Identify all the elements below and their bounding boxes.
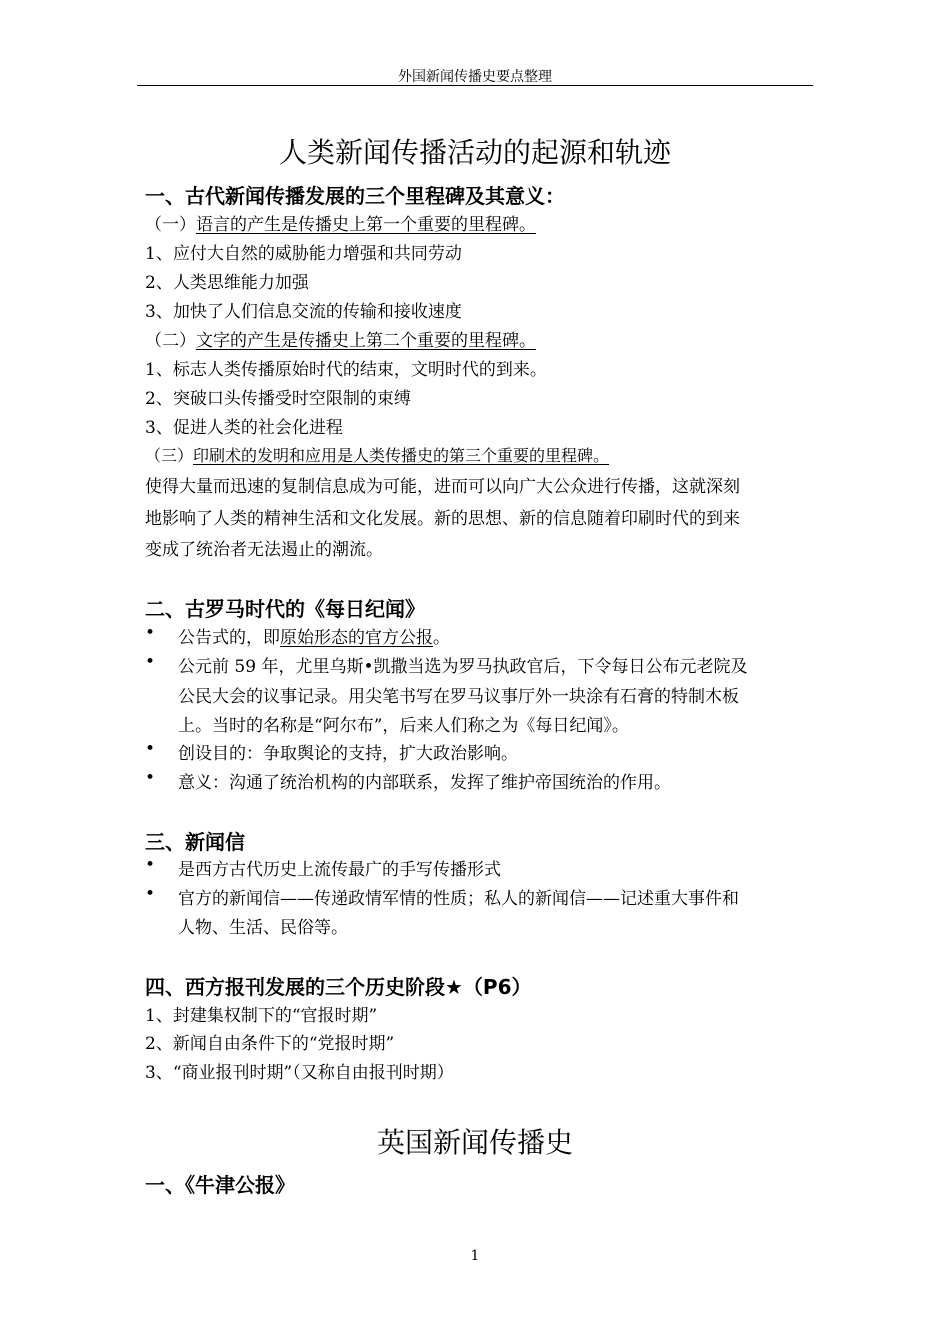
list-item: 3、加快了人们信息交流的传输和接收速度 [145,302,462,322]
bullet-icon: • [145,855,156,875]
list-item: 1、应付大自然的威胁能力增强和共同劳动 [145,244,462,264]
bullet-icon: • [145,884,156,904]
bullet-text: 是西方古代历史上流传最广的手写传播形式 [178,860,501,880]
page-header: 外国新闻传播史要点整理 [398,69,552,85]
paragraph-line: 使得大量而迅速的复制信息成为可能，进而可以向广大公众进行传播，这就深刻 [145,477,740,497]
section-heading: 四、西方报刊发展的三个历史阶段★（P6） [145,975,532,999]
bullet-icon: • [145,739,156,759]
list-item: 1、标志人类传播原始时代的结束，文明时代的到来。 [145,360,547,380]
paragraph-line: 变成了统治者无法遏止的潮流。 [145,540,383,560]
milestone-heading: （二）文字的产生是传播史上第二个重要的里程碑。 [145,331,536,351]
bullet-text: 意义：沟通了统治机构的内部联系，发挥了维护帝国统治的作用。 [178,773,671,793]
bullet-icon: • [145,768,156,788]
bullet-text: 公元前 59 年，尤里乌斯•凯撒当选为罗马执政官后，下令每日公布元老院及 [178,657,748,677]
list-item: 2、人类思维能力加强 [145,273,309,293]
header-divider [137,85,813,86]
bullet-text: 公民大会的议事记录。用尖笔书写在罗马议事厅外一块涂有石膏的特制木板 [178,687,739,707]
list-item: 2、突破口头传播受时空限制的束缚 [145,389,411,409]
section-heading: 一、古代新闻传播发展的三个里程碑及其意义： [145,184,565,208]
page-number: 1 [470,1248,480,1264]
list-item: 3、“商业报刊时期”（又称自由报刊时期） [145,1063,454,1083]
section-heading: 一、《牛津公报》 [145,1173,295,1197]
chapter-title: 英国新闻传播史 [376,1126,573,1159]
bullet-text: 上。当时的名称是“阿尔布”，后来人们称之为《每日纪闻》。 [178,716,629,736]
milestone-heading: （三）印刷术的发明和应用是人类传播史的第三个重要的里程碑。 [145,446,610,465]
list-item: 3、促进人类的社会化进程 [145,418,343,438]
bullet-icon: • [145,623,156,643]
bullet-text: 人物、生活、民俗等。 [178,918,348,938]
bullet-text: 官方的新闻信——传递政情军情的性质；私人的新闻信——记述重大事件和 [178,889,739,909]
section-heading: 三、新闻信 [145,830,245,854]
list-item: 1、封建集权制下的“官报时期” [145,1006,378,1026]
section-heading: 二、古罗马时代的《每日纪闻》 [145,597,425,621]
bullet-text: 创设目的：争取舆论的支持，扩大政治影响。 [178,744,518,764]
chapter-title: 人类新闻传播活动的起源和轨迹 [278,136,671,169]
list-item: 2、新闻自由条件下的“党报时期” [145,1034,395,1054]
bullet-text: 公告式的，即原始形态的官方公报。 [178,628,450,648]
paragraph-line: 地影响了人类的精神生活和文化发展。新的思想、新的信息随着印刷时代的到来 [145,509,740,529]
bullet-icon: • [145,652,156,672]
milestone-heading: （一）语言的产生是传播史上第一个重要的里程碑。 [145,215,536,235]
